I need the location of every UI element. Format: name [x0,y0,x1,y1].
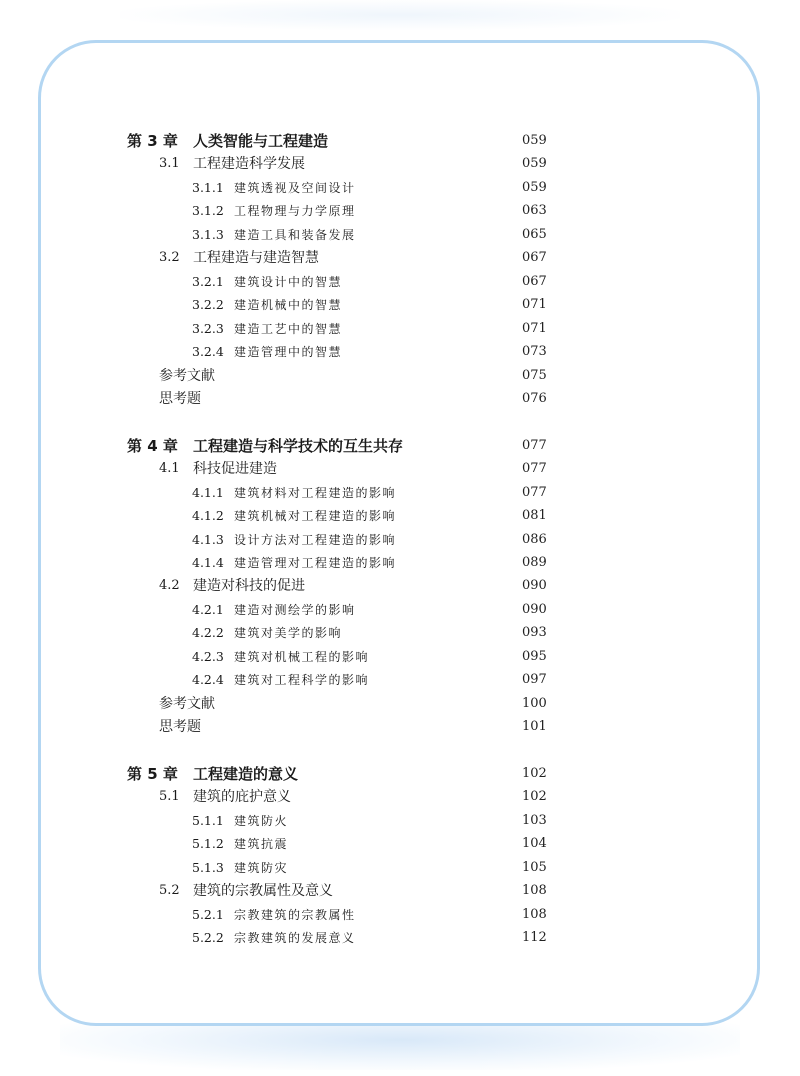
section-title: 思考题 [159,390,201,407]
section-number: 4.1.4 [192,555,224,570]
toc-subsection[interactable] [0,904,800,926]
section-number: 4.1 [159,461,180,477]
toc-subsection[interactable] [0,646,800,668]
page-number: 071 [522,297,547,313]
page-number: 081 [522,508,547,524]
chapter-title: 工程建造的意义 [193,764,299,783]
section-title: 建筑防灾 [234,860,289,875]
page-number: 108 [522,883,547,899]
section-title: 建筑对美学的影响 [234,626,343,641]
page-number: 075 [522,367,547,383]
page-number: 112 [522,930,547,946]
section-title: 工程建造科学发展 [193,156,305,173]
page-number: 059 [522,156,547,172]
section-number: 4.2.4 [192,672,224,688]
chapter-number: 第 4 章 [127,436,178,455]
toc-subsection[interactable] [0,833,800,855]
section-number: 3.2.3 [192,320,224,336]
toc-item[interactable] [0,365,800,387]
toc-subsection[interactable] [0,529,800,551]
toc-subsection[interactable] [0,857,800,879]
section-number: 3.2.1 [192,273,224,289]
toc-item[interactable] [0,716,800,738]
toc-section[interactable] [0,153,800,175]
page-number: 090 [522,601,547,617]
section-number: 4.2.2 [192,625,224,641]
section-title: 建筑抗震 [234,837,289,852]
toc-subsection[interactable] [0,177,800,199]
chapter-title: 人类智能与工程建造 [193,132,329,150]
section-number: 5.1.3 [192,859,224,875]
section-number: 4.2.1 [192,601,224,617]
section-title: 建筑材料对工程建造的影响 [234,485,397,500]
page-number: 077 [522,461,547,477]
toc-subsection[interactable] [0,927,800,949]
section-title: 建造机械中的智慧 [234,298,343,313]
chapter-number: 第 5 章 [127,764,178,783]
page-number: 086 [522,531,547,547]
page-number: 101 [522,719,547,735]
toc-subsection[interactable] [0,200,800,222]
toc-subsection[interactable] [0,318,800,340]
toc-section[interactable] [0,786,800,808]
page-number: 073 [522,344,547,360]
section-number: 5.2.1 [192,906,224,922]
toc-subsection[interactable] [0,669,800,691]
page-number: 093 [522,625,547,641]
section-title: 建筑透视及空间设计 [234,180,356,195]
section-number: 3.2.4 [192,344,224,360]
page-number: 102 [522,789,547,805]
section-title: 建筑设计中的智慧 [234,274,343,289]
toc-subsection[interactable] [0,810,800,832]
section-number: 3.2 [159,250,180,266]
toc-subsection[interactable] [0,599,800,621]
page-number: 059 [522,133,547,148]
toc-subsection[interactable] [0,505,800,527]
page-number: 102 [522,765,547,781]
section-number: 3.2.2 [192,297,224,313]
section-number: 5.2 [159,883,180,899]
page-number: 095 [522,648,547,664]
section-number: 4.2.3 [192,648,224,664]
section-number: 5.1.1 [192,812,224,828]
page-number: 090 [522,578,547,594]
section-title: 建筑对工程科学的影响 [234,673,370,688]
toc-item[interactable] [0,693,800,715]
page-number: 071 [522,320,547,336]
section-number: 3.1.3 [192,226,224,242]
page-number: 077 [522,437,547,453]
page-number: 067 [522,273,547,289]
section-title: 建造管理中的智慧 [234,345,343,360]
toc-chapter[interactable] [0,435,800,457]
toc-subsection[interactable] [0,552,800,574]
section-title: 建造对科技的促进 [193,578,305,595]
section-title: 建造工具和装备发展 [234,227,356,242]
toc-subsection[interactable] [0,341,800,363]
page-number: 063 [522,203,547,219]
toc-item[interactable] [0,388,800,410]
section-number: 5.2.2 [192,930,224,946]
section-number: 3.1.2 [192,203,224,219]
section-number: 4.1.3 [192,531,224,547]
toc-section[interactable] [0,247,800,269]
toc-subsection[interactable] [0,294,800,316]
page-number: 108 [522,906,547,922]
section-title: 建造工艺中的智慧 [234,321,343,336]
section-title: 建筑防火 [234,813,289,828]
toc-chapter[interactable] [0,130,800,152]
section-number: 5.1.2 [192,836,224,852]
section-title: 参考文献 [159,367,215,384]
page-number: 100 [522,695,547,711]
chapter-number: 第 3 章 [127,132,178,150]
section-title: 建筑的庇护意义 [193,789,291,806]
page-number: 059 [522,179,547,195]
section-number: 3.1.1 [192,179,224,195]
toc-subsection[interactable] [0,482,800,504]
page-number: 104 [522,836,547,852]
page-number: 067 [522,250,547,266]
section-number: 4.2 [159,578,180,594]
section-number: 5.1 [159,789,180,805]
toc-subsection[interactable] [0,224,800,246]
toc-section[interactable] [0,575,800,597]
toc-subsection[interactable] [0,622,800,644]
chapter-title: 工程建造与科学技术的互生共存 [193,436,404,455]
section-title: 建筑的宗教属性及意义 [193,883,333,900]
page-number: 076 [522,390,547,406]
section-title: 建造对测绘学的影响 [234,602,356,617]
section-title: 建筑对机械工程的影响 [234,649,370,664]
toc-subsection[interactable] [0,271,800,293]
section-number: 3.1 [159,156,180,172]
toc-chapter[interactable] [0,763,800,785]
page-number: 065 [522,226,547,242]
page-number: 089 [522,555,547,570]
section-title: 科技促进建造 [193,461,277,478]
page-number: 097 [522,672,547,688]
section-title: 宗教建筑的宗教属性 [234,907,356,922]
section-title: 工程物理与力学原理 [234,204,356,219]
page-number: 077 [522,484,547,500]
section-number: 4.1.1 [192,484,224,500]
section-title: 参考文献 [159,695,215,712]
section-title: 工程建造与建造智慧 [193,250,319,267]
toc-section[interactable] [0,458,800,480]
toc-section[interactable] [0,880,800,902]
section-title: 设计方法对工程建造的影响 [234,532,397,547]
page-number: 103 [522,812,547,828]
section-title: 建筑机械对工程建造的影响 [234,509,397,524]
section-title: 思考题 [159,719,201,736]
section-title: 宗教建筑的发展意义 [234,931,356,946]
page-number: 105 [522,859,547,875]
section-number: 4.1.2 [192,508,224,524]
section-title: 建造管理对工程建造的影响 [234,556,397,570]
